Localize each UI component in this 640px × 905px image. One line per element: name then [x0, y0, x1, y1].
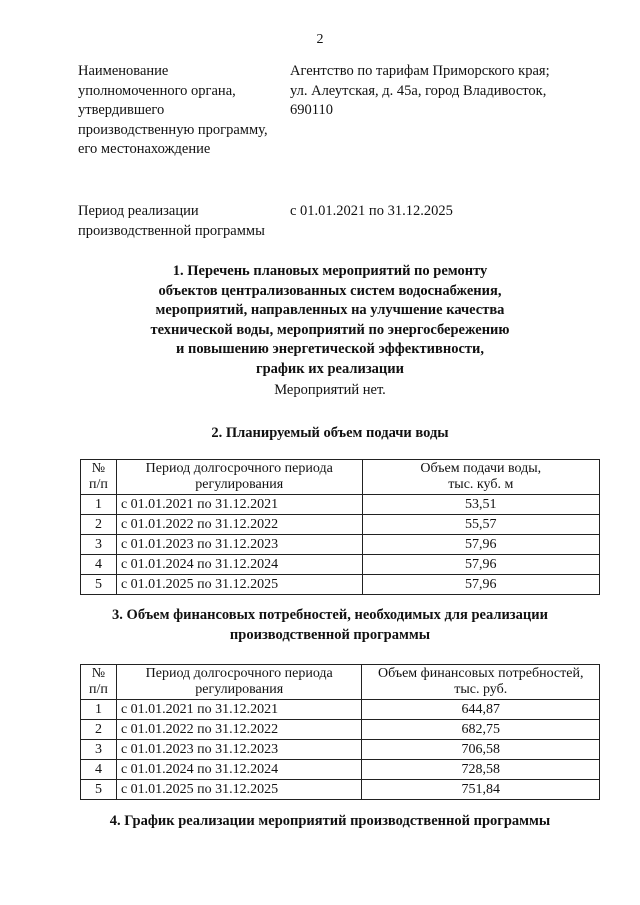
header-value: Объем подачи воды, тыс. куб. м	[362, 460, 599, 495]
cell-period: с 01.01.2021 по 31.12.2021	[116, 700, 362, 720]
cell-num: 4	[81, 760, 117, 780]
cell-num: 4	[81, 555, 117, 575]
cell-num: 3	[81, 740, 117, 760]
authority-label-line: Наименование	[78, 63, 169, 79]
cell-period: с 01.01.2024 по 31.12.2024	[116, 760, 362, 780]
table-row	[81, 780, 600, 800]
cell-period: с 01.01.2025 по 31.12.2025	[116, 780, 362, 800]
table-row	[81, 535, 600, 555]
header-num: № п/п	[81, 460, 117, 495]
table-row	[81, 700, 600, 720]
cell-num: 5	[81, 575, 117, 595]
section1-title	[70, 262, 590, 379]
cell-period: с 01.01.2023 по 31.12.2023	[116, 535, 362, 555]
cell-value: 57,96	[362, 535, 599, 555]
period-label-line: Период реализации	[78, 203, 199, 219]
authority-label-line: утвердившего	[78, 102, 165, 118]
authority-label	[78, 62, 283, 160]
water-supply-table	[80, 459, 600, 595]
cell-period: с 01.01.2022 по 31.12.2022	[116, 720, 362, 740]
cell-value: 57,96	[362, 555, 599, 575]
section3-title-line: 3. Объем финансовых потребностей, необходимых для реализации	[112, 607, 548, 623]
cell-period: с 01.01.2025 по 31.12.2025	[116, 575, 362, 595]
financial-needs-table	[80, 664, 600, 800]
cell-num: 2	[81, 515, 117, 535]
cell-value: 55,57	[362, 515, 599, 535]
period-value: с 01.01.2021 по 31.12.2025	[290, 203, 453, 219]
section2-title: 2. Планируемый объем подачи воды	[211, 425, 449, 441]
cell-value: 682,75	[362, 720, 600, 740]
table-row	[81, 740, 600, 760]
cell-value: 706,58	[362, 740, 600, 760]
section1-title-line: объектов централизованных систем водоснабжения,	[158, 282, 502, 299]
cell-num: 2	[81, 720, 117, 740]
cell-period: с 01.01.2024 по 31.12.2024	[116, 555, 362, 575]
section4-title: 4. График реализации мероприятий производственной программы	[109, 813, 551, 829]
cell-value: 751,84	[362, 780, 600, 800]
header-num: № п/п	[81, 665, 117, 700]
table-row	[81, 515, 600, 535]
cell-value: 644,87	[362, 700, 600, 720]
header-value: Объем финансовых потребностей, тыс. руб.	[362, 665, 600, 700]
section1-title-line: и повышению энергетической эффективности,	[176, 341, 484, 357]
cell-value: 53,51	[362, 495, 599, 515]
table-row	[81, 555, 600, 575]
authority-label-line: его местонахождение	[78, 141, 211, 157]
cell-value: 728,58	[362, 760, 600, 780]
table-header-row	[81, 460, 600, 495]
section1-title-line: мероприятий, направленных на улучшение качества	[155, 302, 505, 318]
section3-title	[60, 606, 600, 645]
cell-num: 1	[81, 495, 117, 515]
authority-value-line: Агентство по тарифам Приморского края;	[290, 63, 550, 79]
cell-num: 1	[81, 700, 117, 720]
cell-value: 57,96	[362, 575, 599, 595]
authority-value-line: 690110	[290, 102, 333, 118]
cell-period: с 01.01.2022 по 31.12.2022	[116, 515, 362, 535]
section1-title-line: 1. Перечень плановых мероприятий по ремонту	[172, 263, 488, 279]
period-label	[78, 202, 283, 241]
section1-title-line: технической воды, мероприятий по энергосбережению	[150, 321, 510, 338]
period-label-line: производственной программы	[78, 222, 265, 239]
cell-num: 3	[81, 535, 117, 555]
header-period: Период долгосрочного периода регулирования	[116, 460, 362, 495]
page-number: 2	[316, 32, 324, 47]
table-row	[81, 720, 600, 740]
table-row	[81, 760, 600, 780]
cell-num: 5	[81, 780, 117, 800]
authority-value-line: ул. Алеутская, д. 45а, город Владивосток,	[290, 82, 547, 99]
authority-value	[290, 62, 590, 121]
table-row	[81, 495, 600, 515]
header-period: Период долгосрочного периода регулирования	[116, 665, 362, 700]
no-measures-note: Мероприятий нет.	[274, 382, 386, 398]
authority-label-line: уполномоченного органа,	[78, 82, 236, 99]
table-header-row	[81, 665, 600, 700]
cell-period: с 01.01.2023 по 31.12.2023	[116, 740, 362, 760]
section3-title-line: производственной программы	[229, 626, 431, 643]
section1-title-line: график их реализации	[255, 360, 404, 377]
authority-label-line: производственную программу,	[78, 121, 268, 138]
table-row	[81, 575, 600, 595]
cell-period: с 01.01.2021 по 31.12.2021	[116, 495, 362, 515]
